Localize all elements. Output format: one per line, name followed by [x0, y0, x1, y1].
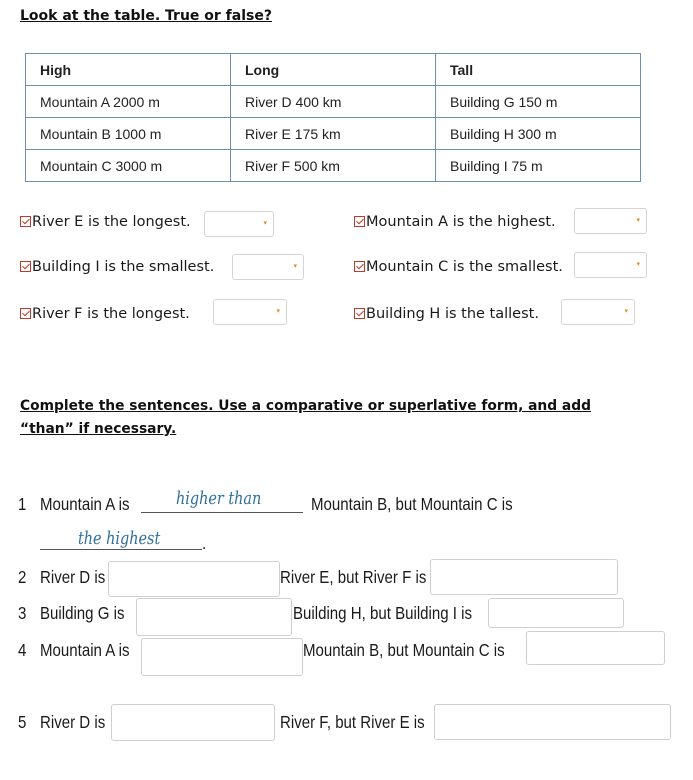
sentence-1-part-1: Mountain A is	[40, 494, 130, 514]
sentence-3-number: 3	[18, 603, 27, 623]
table-cell: Mountain B 1000 m	[26, 118, 231, 150]
checkbox-checked-icon	[354, 308, 365, 319]
table-cell: Mountain C 3000 m	[26, 150, 231, 182]
sentence-4-answer-1-field[interactable]	[141, 638, 303, 676]
statement-2	[354, 214, 556, 230]
statement-1	[20, 214, 191, 230]
sentence-1-answer-1: higher than	[176, 488, 262, 509]
sentence-5-part-2: River F, but River E is	[280, 712, 425, 732]
sentence-5-answer-2-field[interactable]	[434, 704, 671, 740]
checkbox-checked-icon	[20, 216, 31, 227]
checkbox-checked-icon	[354, 216, 365, 227]
sentence-1-part-2: Mountain B, but Mountain C is	[311, 494, 513, 514]
statement-5	[20, 306, 190, 322]
column-header-long: Long	[231, 54, 436, 86]
sentence-1-end: .	[202, 533, 207, 553]
table-row	[26, 86, 641, 118]
checkbox-checked-icon	[354, 261, 365, 272]
sentence-5-part-1: River D is	[40, 712, 106, 732]
true-false-dropdown-2[interactable]	[574, 208, 647, 234]
statement-text: River E is the longest.	[32, 214, 191, 230]
table-row	[26, 118, 641, 150]
true-false-dropdown-5[interactable]	[213, 299, 287, 325]
sentence-3-answer-2-field[interactable]	[488, 598, 624, 628]
table-cell: River F 500 km	[231, 150, 436, 182]
sentence-1-answer-2: the highest	[78, 528, 161, 549]
sentence-1-number: 1	[18, 494, 27, 514]
statement-text: Building H is the tallest.	[366, 306, 539, 322]
table-row	[26, 150, 641, 182]
true-false-dropdown-3[interactable]	[232, 254, 304, 280]
section-2-title-line-2: “than” if necessary.	[20, 421, 177, 437]
table-cell: Building H 300 m	[436, 118, 641, 150]
statement-text: Mountain C is the smallest.	[366, 259, 563, 275]
chevron-down-icon: ▾	[624, 307, 628, 315]
table-cell: River D 400 km	[231, 86, 436, 118]
table-cell: Mountain A 2000 m	[26, 86, 231, 118]
table-cell: River E 175 km	[231, 118, 436, 150]
statement-6	[354, 306, 539, 322]
chevron-down-icon: ▾	[293, 262, 297, 270]
true-false-dropdown-6[interactable]	[561, 299, 635, 325]
sentence-5-answer-1-field[interactable]	[111, 704, 275, 741]
data-table	[25, 53, 641, 182]
sentence-4-part-1: Mountain A is	[40, 640, 130, 660]
table-header-row	[26, 54, 641, 86]
table-cell: Building I 75 m	[436, 150, 641, 182]
column-header-tall: Tall	[436, 54, 641, 86]
sentence-2-part-1: River D is	[40, 567, 106, 587]
sentence-4-answer-2-field[interactable]	[526, 631, 665, 665]
sentence-2-answer-2-field[interactable]	[430, 559, 618, 595]
chevron-down-icon: ▾	[263, 219, 267, 227]
true-false-dropdown-4[interactable]	[574, 252, 647, 278]
sentence-2-number: 2	[18, 567, 27, 587]
sentence-3-answer-1-field[interactable]	[136, 598, 292, 636]
answer-line	[141, 512, 303, 513]
statement-text: River F is the longest.	[32, 306, 190, 322]
true-false-dropdown-1[interactable]	[204, 211, 274, 237]
chevron-down-icon: ▾	[636, 216, 640, 224]
sentence-3-part-1: Building G is	[40, 603, 125, 623]
checkbox-checked-icon	[20, 308, 31, 319]
sentence-4-part-2: Mountain B, but Mountain C is	[303, 640, 505, 660]
statement-4	[354, 259, 563, 275]
chevron-down-icon: ▾	[276, 307, 280, 315]
checkbox-checked-icon	[20, 261, 31, 272]
statement-text: Mountain A is the highest.	[366, 214, 556, 230]
sentence-2-answer-1-field[interactable]	[108, 561, 280, 597]
section-2-title-line-1: Complete the sentences. Use a comparative or superlative form, and add	[20, 398, 591, 414]
table-cell: Building G 150 m	[436, 86, 641, 118]
answer-line	[40, 549, 202, 550]
statement-text: Building I is the smallest.	[32, 259, 215, 275]
statement-3	[20, 259, 214, 275]
sentence-3-part-2: Building H, but Building I is	[293, 603, 473, 623]
column-header-high: High	[26, 54, 231, 86]
sentence-4-number: 4	[18, 640, 27, 660]
sentence-2-part-2: River E, but River F is	[280, 567, 427, 587]
sentence-5-number: 5	[18, 712, 27, 732]
section-1-title: Look at the table. True or false?	[20, 8, 272, 24]
chevron-down-icon: ▾	[636, 260, 640, 268]
